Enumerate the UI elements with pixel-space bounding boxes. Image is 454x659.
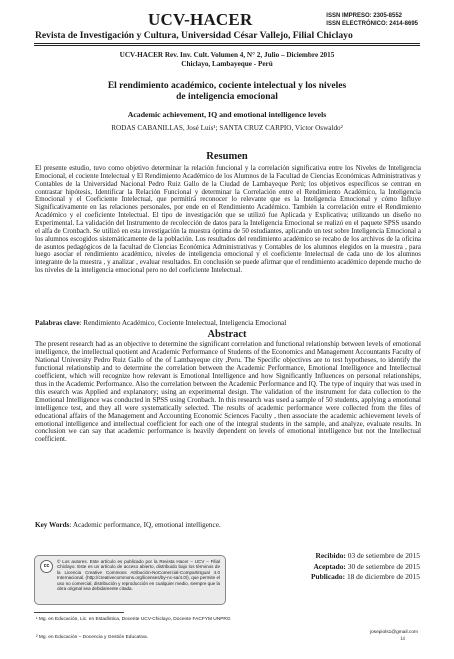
license-text: © Los autores. Este artículo es publicado por la Revista Hacer – UCV – Filial Chiclayo. Este es un artículo de acceso abierto, distribuido bajo los términos de la Licencia Creative Commons Atribución-NoComercial-CompartirIgual 4.0 Internacional. (http://creativecommons.org/licenses/by-nc-sa/4.0/), que permite el uso no comercial, distribución y reproducción en cualquier medio, siempre que la obra original sea debidamente citada. [57, 559, 221, 592]
keywords-en-label: Key Words [35, 521, 70, 529]
abstract-text: The present research had as an objective to determine the significant correlation and functional relationship between levels of emotional intelligence, the intellectual quotient and Academic Performance of Students of the Economics and Management Accountants Faculty of National University Pedro Ruiz Gallo of the of Lambayeque city ,Peru. The Specific objectives are to test hypotheses, to identify the functional relationship and to determine the correlation between the Academic Performance, Emotional Intelligence and Intellectual coefficient, which will recognize how relevant is Emotional Intelligence and how Significantly Influences on personal relationships, thus in the Academic Performance. Also the correlation between the Academic Performance and IQ. The type of inquiry that was used in this esearch was Applied and explanatory; using an experimental design. The validation of the instrument for data collection to the Emotional Intelligence was conducted in SPSS using Cronbach. In this research was used a sample of 50 students, applying a emotional intelligence test, and they all were systematically selected. The results of academic performance were collected from the files of educational affairs of the Management and Accounting Economic Sciences Faculty , then associate the academic achievement levels of emotional intelligence and intellectual coefficient for each one of the integral students in the sample, and analyze, evaluate results. In conclusion we can say that academic performance is heavily dependent on levels of emotional intelligence but not the Intellectual coefficient. [35, 340, 421, 444]
keywords-en [35, 521, 421, 529]
footnote-2: ² Mg. en Educación – Docencia y Gestión Educativa. [36, 635, 148, 640]
article-title-es-line-1: El rendimiento académico, cociente intelectual y los niveles [107, 81, 347, 91]
journal-name: UCV-HACER [148, 10, 253, 29]
published-label: Publicado: [310, 572, 346, 581]
author-email: josepiols1@gmail.com [369, 630, 418, 635]
abstract-heading: Abstract [207, 329, 247, 340]
license-box [34, 555, 226, 605]
header-rule-bottom [34, 45, 420, 46]
resumen-heading: Resumen [206, 151, 248, 162]
header-rule-top [34, 43, 420, 44]
published-value: 18 de diciembre de 2015 [346, 572, 420, 581]
issn-block [326, 13, 418, 28]
article-title-en: Academic achievement, IQ and emotional intelligence levels [127, 110, 327, 119]
footnote-rule [34, 612, 124, 613]
issn-electronic: ISSN ELECTRÓNICO: 2414-8695 [326, 20, 418, 27]
creative-commons-icon: cc [40, 560, 53, 573]
received-label: Recibido: [315, 551, 346, 560]
accepted-value: 30 de setiembre de 2015 [347, 561, 420, 571]
article-title-es-line-2: de inteligencia emocional [176, 92, 278, 102]
issn-print: ISSN IMPRESO: 2305-8552 [326, 13, 402, 19]
citation-line-2: Chiclayo, Lambayeque - Perú [181, 60, 273, 68]
resumen-text: El presente estudio, tuvo como objetivo determinar la relación funcional y la correlación significativa entre los Niveles de Inteligencia Emocional, el cociente Intelectual y El Rendimiento Académico de los Alumnos de la Facultad de Ciencias Económicas Administrativas y Contables de la Universidad Nacional Pedro Ruiz Gallo de la Ciudad de Lambayeque Perú; los objetivos específicos se centran en contrastar hipótesis, Identificar la Relación Funcional y determinar la Correlación entre el Rendimiento Académico, la Inteligencia Emocional y el Coeficiente Intelectual, que permitirá reconocer lo relevante que es la Inteligencia Emocional y cómo Influye Significativamente en las relaciones personales, por ende en el Rendimiento Académico. También la correlación entre el Rendimiento Académico y el coeficiente Intelectual. El tipo de investigación que se utilizó fue Aplicada y Explicativa; utilizando un diseño no Experimental. La validación del Instrumento de recolección de datos para la Inteligencia Emocional se realizó en el paquete SPSS usando el alfa de Cronbach. Se utilizó en esta investigación la muestra óptima de 50 estudiantes, aplicando un test sobre Inteligencia Emocional a los alumnos escogidos sistemáticamente de la población. Los resultados del rendimiento académico se recabo de los archivos de la oficina de asuntos pedagógicos de la facultad de Ciencias Económica Administrativas y Contables de los alumnos elegidos en la muestra , para luego asociar el rendimiento académico, niveles de inteligencia emocional y el coeficiente Intelectual de cada uno de los alumnos integrante de la muestra , y analizar , evaluar resultados. En conclusión se puede afirmar que el rendimiento académico depende mucho de los niveles de la inteligencia emocional pero no del coeficiente Intelectual. [35, 164, 421, 275]
article-dates [268, 551, 420, 583]
keywords-es-text: : Rendimiento Académico, Cociente Intelectual, Inteligencia Emocional [79, 319, 287, 327]
accepted-date [268, 562, 420, 573]
keywords-en-text: : Academic performance, IQ, emotional intelligence. [69, 521, 221, 529]
received-value: 03 de setiembre de 2015 [347, 551, 420, 560]
received-date [268, 551, 420, 562]
keywords-es [35, 319, 421, 327]
footnote-1: ¹ Mg. en Educación, Lic. en Estadística, Docente UCV-Chiclayo, Docente FACFYM UNPRG [36, 617, 231, 622]
authors: RODAS CABANILLAS, José Luis¹; SANTA CRUZ CARPIO, Víctor Oswaldo² [111, 124, 343, 132]
published-date [268, 572, 420, 583]
journal-subtitle: Revista de Investigación y Cultura, Universidad César Vallejo, Filial Chiclayo [35, 30, 353, 41]
accepted-label: Aceptado: [313, 561, 346, 571]
keywords-es-label: Palabras clave [35, 319, 80, 327]
citation-line-1: UCV-HACER Rev. Inv. Cult. Volumen 4, N° 2, Julio – Diciembre 2015 [119, 51, 335, 59]
page-number: 14 [400, 637, 405, 642]
